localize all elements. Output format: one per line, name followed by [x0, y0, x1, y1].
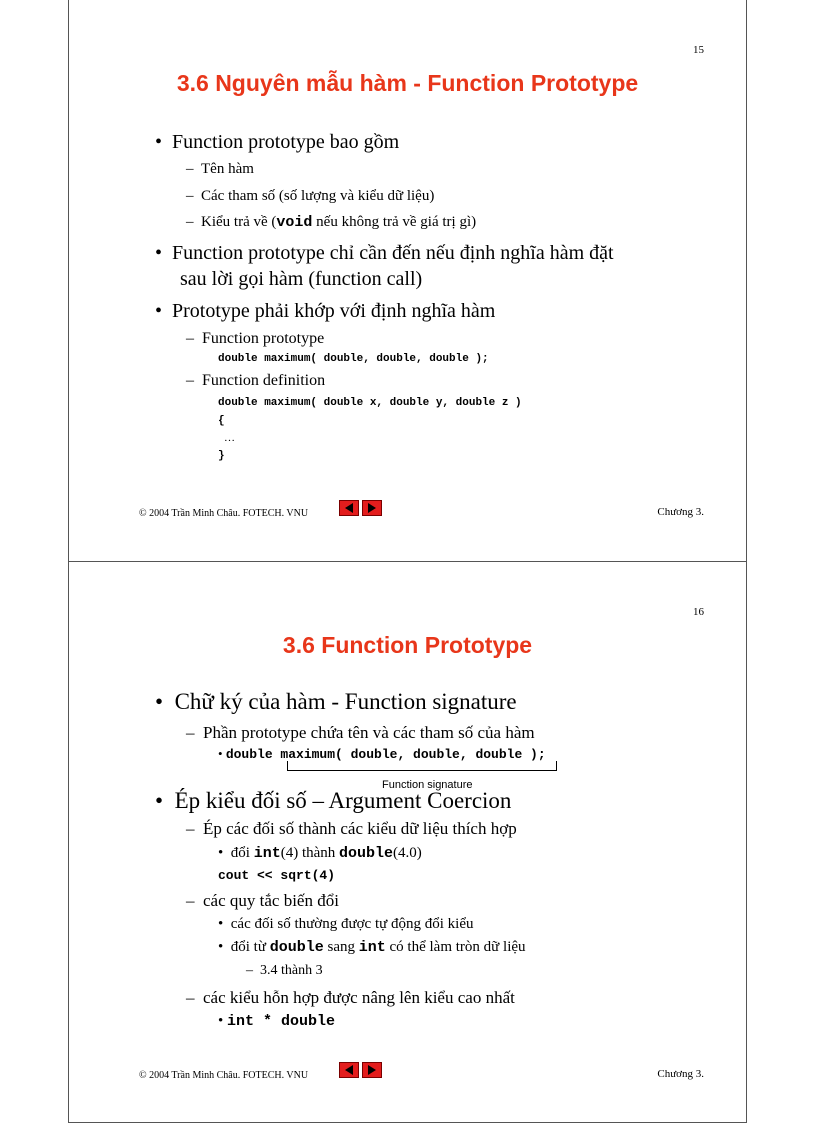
sub-bullet-text: các quy tắc biến đổi [203, 891, 339, 910]
sub-bullet-text: Kiểu trả về ( [201, 214, 277, 230]
sub-bullet: – Các tham số (số lượng và kiểu dữ liệu) [186, 188, 435, 204]
next-arrow-icon[interactable] [362, 1062, 382, 1078]
bullet-item: • Function prototype chỉ cần đến nếu định nghĩa hàm đặt [155, 242, 614, 264]
sub-bullet: – Function definition [186, 372, 326, 389]
text: có thể làm tròn dữ liệu [385, 939, 526, 955]
sub-bullet: – các kiểu hỗn hợp được nâng lên kiểu cao nhất [186, 988, 515, 1007]
sub-bullet-text: Tên hàm [201, 161, 254, 177]
text: đổi từ [230, 939, 270, 955]
chapter-footer: Chương 3. [657, 506, 704, 518]
slide-title: 3.6 Function Prototype [282, 632, 533, 658]
text: sang [323, 939, 359, 955]
code-keyword: double [269, 939, 324, 956]
page-number: 15 [693, 44, 704, 56]
sub-bullet-text: Function definition [202, 372, 326, 389]
code-line: } [218, 450, 225, 462]
bullet-text: Ép kiểu đối số – Argument Coercion [174, 788, 512, 813]
slide-15 [68, 0, 747, 562]
sub-bullet: – Kiểu trả về (void nếu không trả về giá trị gì) [186, 214, 477, 231]
sub-sub-bullet: • int * double [218, 1013, 336, 1030]
code-keyword: double [339, 845, 394, 862]
sub-bullet: – Ép các đối số thành các kiểu dữ liệu thích hợp [186, 819, 517, 838]
bullet-text: Prototype phải khớp với định nghĩa hàm [172, 300, 496, 322]
slide-title: 3.6 Nguyên mẫu hàm - Function Prototype [176, 70, 639, 96]
sub-sub-sub-bullet: – 3.4 thành 3 [246, 963, 323, 978]
code-keyword: int [358, 939, 386, 956]
bullet-item: • Chữ ký của hàm - Function signature [155, 689, 517, 714]
code-line: { [218, 415, 225, 427]
text: đổi [230, 845, 254, 861]
prev-arrow-icon[interactable] [339, 500, 359, 516]
prev-arrow-icon[interactable] [339, 1062, 359, 1078]
text: (4.0) [393, 845, 422, 861]
bullet-item: • Ép kiểu đối số – Argument Coercion [155, 788, 512, 813]
bullet-text: Function prototype chỉ cần đến nếu định nghĩa hàm đặt [172, 242, 614, 264]
next-arrow-icon[interactable] [362, 500, 382, 516]
sub-bullet: – Phần prototype chứa tên và các tham số của hàm [186, 723, 535, 742]
page-number: 16 [693, 606, 704, 618]
sub-bullet: – Function prototype [186, 330, 325, 347]
code-line: double maximum( double, double, double ); [218, 353, 489, 365]
code-line: int * double [227, 1013, 336, 1030]
signature-bracket [287, 761, 557, 771]
sub-sub-bullet: • đổi từ double sang int có thể làm tròn dữ liệu [218, 939, 526, 956]
text: các đối số thường được tự động đổi kiểu [230, 916, 474, 932]
code-line: cout << sqrt(4) [218, 868, 336, 883]
sub-bullet-text: Function prototype [202, 330, 325, 347]
bullet-text: Function prototype bao gồm [172, 131, 400, 153]
sub-sub-bullet: • các đối số thường được tự động đổi kiểu [218, 916, 474, 932]
copyright-footer: © 2004 Trần Minh Châu. FOTECH. VNU [139, 508, 309, 519]
code-line: … [224, 432, 235, 444]
bullet-item: • Prototype phải khớp với định nghĩa hàm [155, 300, 496, 322]
code-line: double maximum( double, double, double ); [225, 747, 546, 762]
sub-bullet-text: các kiểu hỗn hợp được nâng lên kiểu cao nhất [203, 988, 515, 1007]
bullet-item: • Function prototype bao gồm [155, 131, 400, 153]
sub-bullet: – Tên hàm [186, 161, 254, 177]
sub-bullet: – các quy tắc biến đổi [186, 891, 339, 910]
copyright-footer: © 2004 Trần Minh Châu. FOTECH. VNU [139, 1070, 309, 1081]
chapter-footer: Chương 3. [657, 1068, 704, 1080]
bullet-text: Chữ ký của hàm - Function signature [174, 689, 517, 714]
code-keyword: void [276, 214, 313, 231]
sub-bullet-text: Phần prototype chứa tên và các tham số của hàm [203, 723, 535, 742]
sub-sub-bullet: • double maximum( double, double, double ); [218, 746, 546, 762]
text: 3.4 thành 3 [260, 963, 323, 978]
bullet-text-cont: sau lời gọi hàm (function call) [180, 268, 423, 290]
sub-bullet-text: Các tham số (số lượng và kiểu dữ liệu) [201, 188, 435, 204]
slide-16 [68, 561, 747, 1123]
sub-bullet-text: Ép các đối số thành các kiểu dữ liệu thích hợp [203, 819, 517, 838]
sub-sub-bullet: • đổi int(4) thành double(4.0) [218, 845, 422, 862]
code-line: double maximum( double x, double y, double z ) [218, 397, 522, 409]
sub-bullet-text: nếu không trả về giá trị gì) [312, 214, 477, 230]
code-keyword: int [253, 845, 281, 862]
signature-label: Function signature [382, 779, 473, 791]
text: (4) thành [280, 845, 340, 861]
